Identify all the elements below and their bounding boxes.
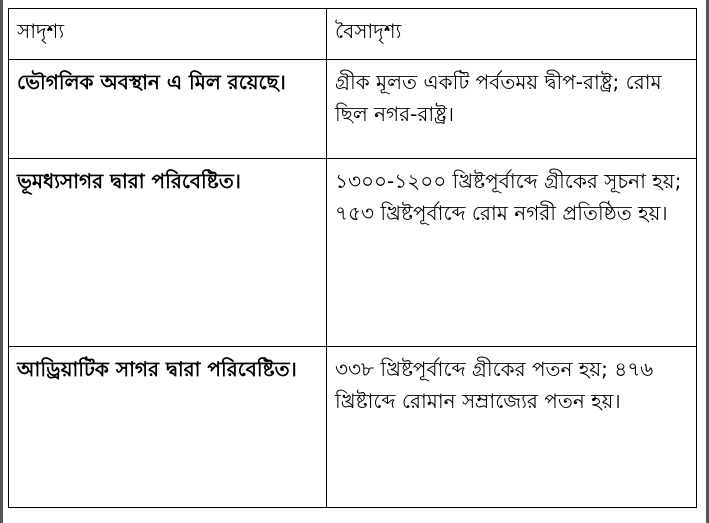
table-row xyxy=(9,346,697,507)
difference-text: ৭৫৩ খ্রিষ্টপূর্বাব্দে রোম নগরী প্রতিষ্ঠিত হয়। xyxy=(335,201,668,226)
difference-text: ৩৩৮ খ্রিষ্টপূর্বাব্দে গ্রীকের পতন হয়; ৪৭৬ খ্রিষ্টাব্দে রোমান সম্রাজ্যের পতন হয়। xyxy=(335,356,654,413)
difference-cell xyxy=(327,60,697,159)
difference-text: গ্রীক মূলত একটি পর্বতময় দ্বীপ-রাষ্ট্র; রোম ছিল নগর-রাষ্ট্র। xyxy=(335,70,662,127)
header-difference: বৈসাদৃশ্য xyxy=(327,9,697,60)
difference-cell xyxy=(327,346,697,507)
difference-text: ১৩০০-১২০০ খ্রিষ্টপূর্বাব্দে গ্রীকের সূচনা হয়; xyxy=(335,169,682,194)
page-left-border xyxy=(0,0,3,523)
similarity-cell: ভৌগলিক অবস্থান এ মিল রয়েছে। xyxy=(9,60,327,159)
table-row xyxy=(9,60,697,159)
similarity-cell: আড্রিয়াটিক সাগর দ্বারা পরিবেষ্টিত। xyxy=(9,346,327,507)
difference-cell xyxy=(327,159,697,346)
similarity-cell: ভূমধ্যসাগর দ্বারা পরিবেষ্টিত। xyxy=(9,159,327,346)
table-header-row xyxy=(9,9,697,60)
table-row xyxy=(9,159,697,346)
comparison-table xyxy=(8,8,697,508)
header-similarity: সাদৃশ্য xyxy=(9,9,327,60)
